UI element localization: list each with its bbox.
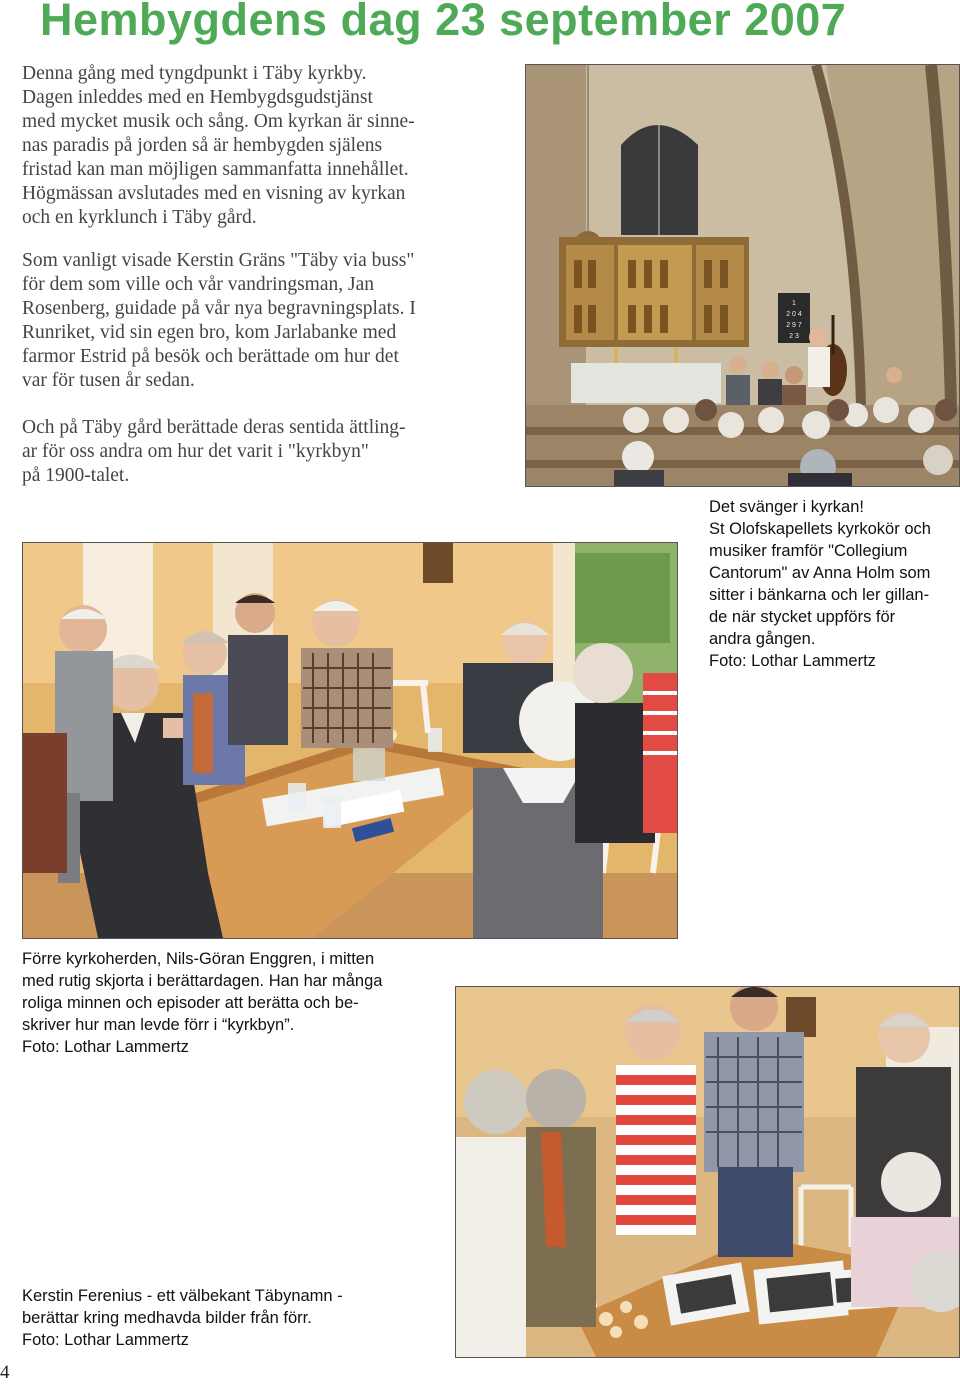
text-line: Dagen inleddes med en Hembygdsgudstjänst (22, 87, 373, 108)
caption-line: de när stycket uppförs för (709, 608, 896, 626)
photos-illustration (456, 987, 959, 1357)
hymn-number: 1 (792, 300, 796, 307)
caption-line: Foto: Lothar Lammertz (22, 1038, 189, 1056)
caption-line: Foto: Lothar Lammertz (22, 1331, 189, 1349)
text-line: Högmässan avslutades med en visning av kyrkan (22, 183, 406, 204)
caption-line: Förre kyrkoherden, Nils-Göran Enggren, i mitten (22, 950, 375, 968)
text-line: Denna gång med tyngdpunkt i Täby kyrkby. (22, 63, 367, 84)
text-line: för dem som ville och vår vandringsman, Jan (22, 274, 374, 295)
caption-line: musiker framför "Collegium (709, 542, 908, 560)
text-line: fristad kan man möjligen sammanfatta innehållet. (22, 159, 409, 180)
page-number: 4 (0, 1362, 10, 1383)
table-gathering-photo (22, 542, 678, 939)
intro-paragraph-2 (22, 249, 472, 393)
caption-line: sitter i bänkarna och ler gillan- (709, 586, 930, 604)
caption-line: Cantorum" av Anna Holm som (709, 564, 931, 582)
caption-line: andra gången. (709, 630, 816, 648)
text-line: nas paradis på jorden så är hembygden själens (22, 135, 383, 156)
gathering-illustration (23, 543, 677, 938)
old-photos-photo (455, 986, 960, 1358)
caption-line: skriver hur man levde förr i “kyrkbyn”. (22, 1016, 295, 1034)
church-interior-photo (525, 64, 960, 487)
old-photos-caption (22, 1285, 442, 1351)
caption-line: Kerstin Ferenius - ett välbekant Täbynamn - (22, 1287, 343, 1305)
text-line: Som vanligt visade Kerstin Gräns "Täby via buss" (22, 250, 415, 271)
text-line: ar för oss andra om hur det varit i "kyrkbyn" (22, 441, 369, 462)
church-illustration (526, 65, 959, 486)
text-line: farmor Estrid på besök och berättade om hur det (22, 346, 399, 367)
caption-line: Foto: Lothar Lammertz (709, 652, 876, 670)
text-line: var för tusen år sedan. (22, 370, 195, 391)
hymn-number: 2 3 (789, 333, 799, 340)
caption-line: berättar kring medhavda bilder från förr. (22, 1309, 312, 1327)
hymn-number: 2 9 7 (786, 322, 802, 329)
text-line: Rosenberg, guidade på vår nya begravningsplats. I (22, 298, 416, 319)
caption-line: Det svänger i kyrkan! (709, 498, 864, 516)
text-line: på 1900-talet. (22, 465, 130, 486)
intro-paragraph-3 (22, 416, 472, 488)
text-line: Och på Täby gård berättade deras sentida ättling- (22, 417, 406, 438)
table-photo-caption (22, 948, 452, 1058)
text-line: med mycket musik och sång. Om kyrkan är sinne- (22, 111, 415, 132)
text-line: och en kyrklunch i Täby gård. (22, 207, 257, 228)
hymn-number: 2 0 4 (786, 311, 802, 318)
text-line: Runriket, vid sin egen bro, kom Jarlabanke med (22, 322, 397, 343)
caption-line: med rutig skjorta i berättardagen. Han har många (22, 972, 383, 990)
page-title: Hembygdens dag 23 september 2007 (40, 0, 847, 45)
church-photo-caption (709, 496, 959, 672)
caption-line: roliga minnen och episoder att berätta och be- (22, 994, 359, 1012)
caption-line: St Olofskapellets kyrkokör och (709, 520, 931, 538)
intro-paragraph-1 (22, 62, 472, 230)
